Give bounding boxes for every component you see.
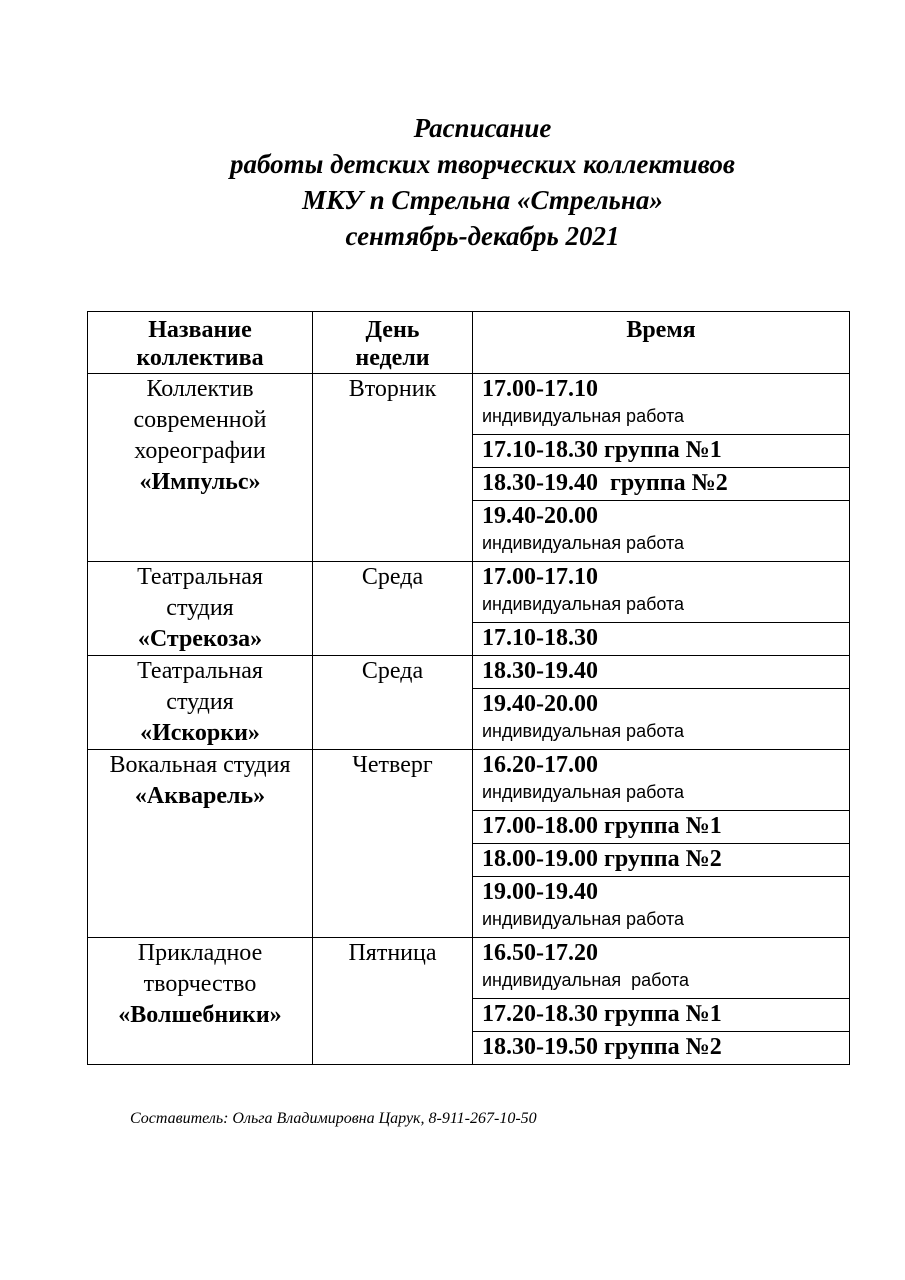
- time-slot-cell: [473, 1032, 850, 1065]
- author-line: Составитель: Ольга Владимировна Царук, 8-911-267-10-50: [130, 1110, 537, 1127]
- time-slot-time: 17.00-17.10: [482, 564, 598, 590]
- group-name-title: «Акварель»: [134, 783, 266, 809]
- time-slot-note: индивидуальная работа: [482, 970, 690, 990]
- time-slot-time: 17.10-18.30 группа №1: [482, 437, 722, 463]
- group-name-line: Театральная: [137, 658, 263, 684]
- time-slot-note: индивидуальная работа: [482, 721, 685, 741]
- group-name-cell: [88, 656, 313, 750]
- time-slot-cell: [473, 938, 850, 999]
- time-slot-time: 19.00-19.40: [482, 879, 598, 905]
- time-slot-note: индивидуальная работа: [482, 594, 685, 614]
- time-slot-cell: [473, 999, 850, 1032]
- group-name-line: Прикладное: [137, 940, 263, 966]
- time-slot-cell: [473, 656, 850, 689]
- schedule-table: [87, 311, 850, 1065]
- header-time: Время: [473, 312, 850, 374]
- document-title: [0, 110, 905, 254]
- group-name-cell: [88, 562, 313, 656]
- day-cell: Вторник: [313, 374, 473, 562]
- group-name-title: «Искорки»: [140, 720, 260, 746]
- table-row: [88, 374, 850, 435]
- time-slot-time: 18.30-19.50 группа №2: [482, 1034, 722, 1060]
- title-line-3: МКУ п Стрельна «Стрельна»: [302, 185, 663, 215]
- table-header-row: [88, 312, 850, 374]
- time-slot-note: индивидуальная работа: [482, 406, 685, 426]
- time-slot-cell: [473, 501, 850, 562]
- time-slot-cell: [473, 623, 850, 656]
- time-slot-note: индивидуальная работа: [482, 782, 685, 802]
- time-slot-time: 16.50-17.20: [482, 940, 598, 966]
- time-slot-cell: [473, 374, 850, 435]
- time-slot-time: 17.10-18.30: [482, 625, 598, 651]
- schedule-body: [88, 374, 850, 1065]
- table-row: [88, 938, 850, 999]
- time-slot-time: 17.00-18.00 группа №1: [482, 813, 722, 839]
- group-name-line: Вокальная студия: [109, 752, 291, 778]
- day-cell: Пятница: [313, 938, 473, 1065]
- time-slot-cell: [473, 811, 850, 844]
- time-slot-cell: [473, 468, 850, 501]
- time-slot-time: 19.40-20.00: [482, 691, 598, 717]
- group-name-line: творчество: [143, 971, 257, 997]
- group-name-line: Коллектив: [146, 376, 254, 402]
- group-name-line: студия: [166, 689, 234, 715]
- group-name-line: Театральная: [137, 564, 263, 590]
- time-slot-cell: [473, 877, 850, 938]
- group-name-title: «Импульс»: [139, 469, 261, 495]
- time-slot-time: 18.30-19.40 группа №2: [482, 470, 728, 496]
- group-name-line: современной: [133, 407, 267, 433]
- header-name: Название коллектива: [88, 312, 313, 374]
- time-slot-cell: [473, 562, 850, 623]
- time-slot-cell: [473, 844, 850, 877]
- time-slot-cell: [473, 435, 850, 468]
- time-slot-time: 18.30-19.40: [482, 658, 598, 684]
- time-slot-time: 17.00-17.10: [482, 376, 598, 402]
- time-slot-time: 16.20-17.00: [482, 752, 598, 778]
- time-slot-cell: [473, 689, 850, 750]
- time-slot-note: индивидуальная работа: [482, 909, 685, 929]
- time-slot-time: 19.40-20.00: [482, 503, 598, 529]
- day-cell: Среда: [313, 656, 473, 750]
- group-name-line: хореографии: [134, 438, 266, 464]
- group-name-line: студия: [166, 595, 234, 621]
- group-name-cell: [88, 938, 313, 1065]
- time-slot-note: индивидуальная работа: [482, 533, 685, 553]
- table-row: [88, 750, 850, 811]
- group-name-title: «Стрекоза»: [137, 626, 263, 652]
- table-row: [88, 562, 850, 623]
- time-slot-cell: [473, 750, 850, 811]
- title-line-4: сентябрь-декабрь 2021: [345, 221, 620, 251]
- title-line-1: Расписание: [413, 113, 552, 143]
- day-cell: Четверг: [313, 750, 473, 938]
- table-row: [88, 656, 850, 689]
- header-day: День недели: [313, 312, 473, 374]
- time-slot-time: 18.00-19.00 группа №2: [482, 846, 722, 872]
- group-name-cell: [88, 750, 313, 938]
- group-name-cell: [88, 374, 313, 562]
- group-name-title: «Волшебники»: [118, 1002, 282, 1028]
- day-cell: Среда: [313, 562, 473, 656]
- title-line-2: работы детских творческих коллективов: [230, 149, 735, 179]
- time-slot-time: 17.20-18.30 группа №1: [482, 1001, 722, 1027]
